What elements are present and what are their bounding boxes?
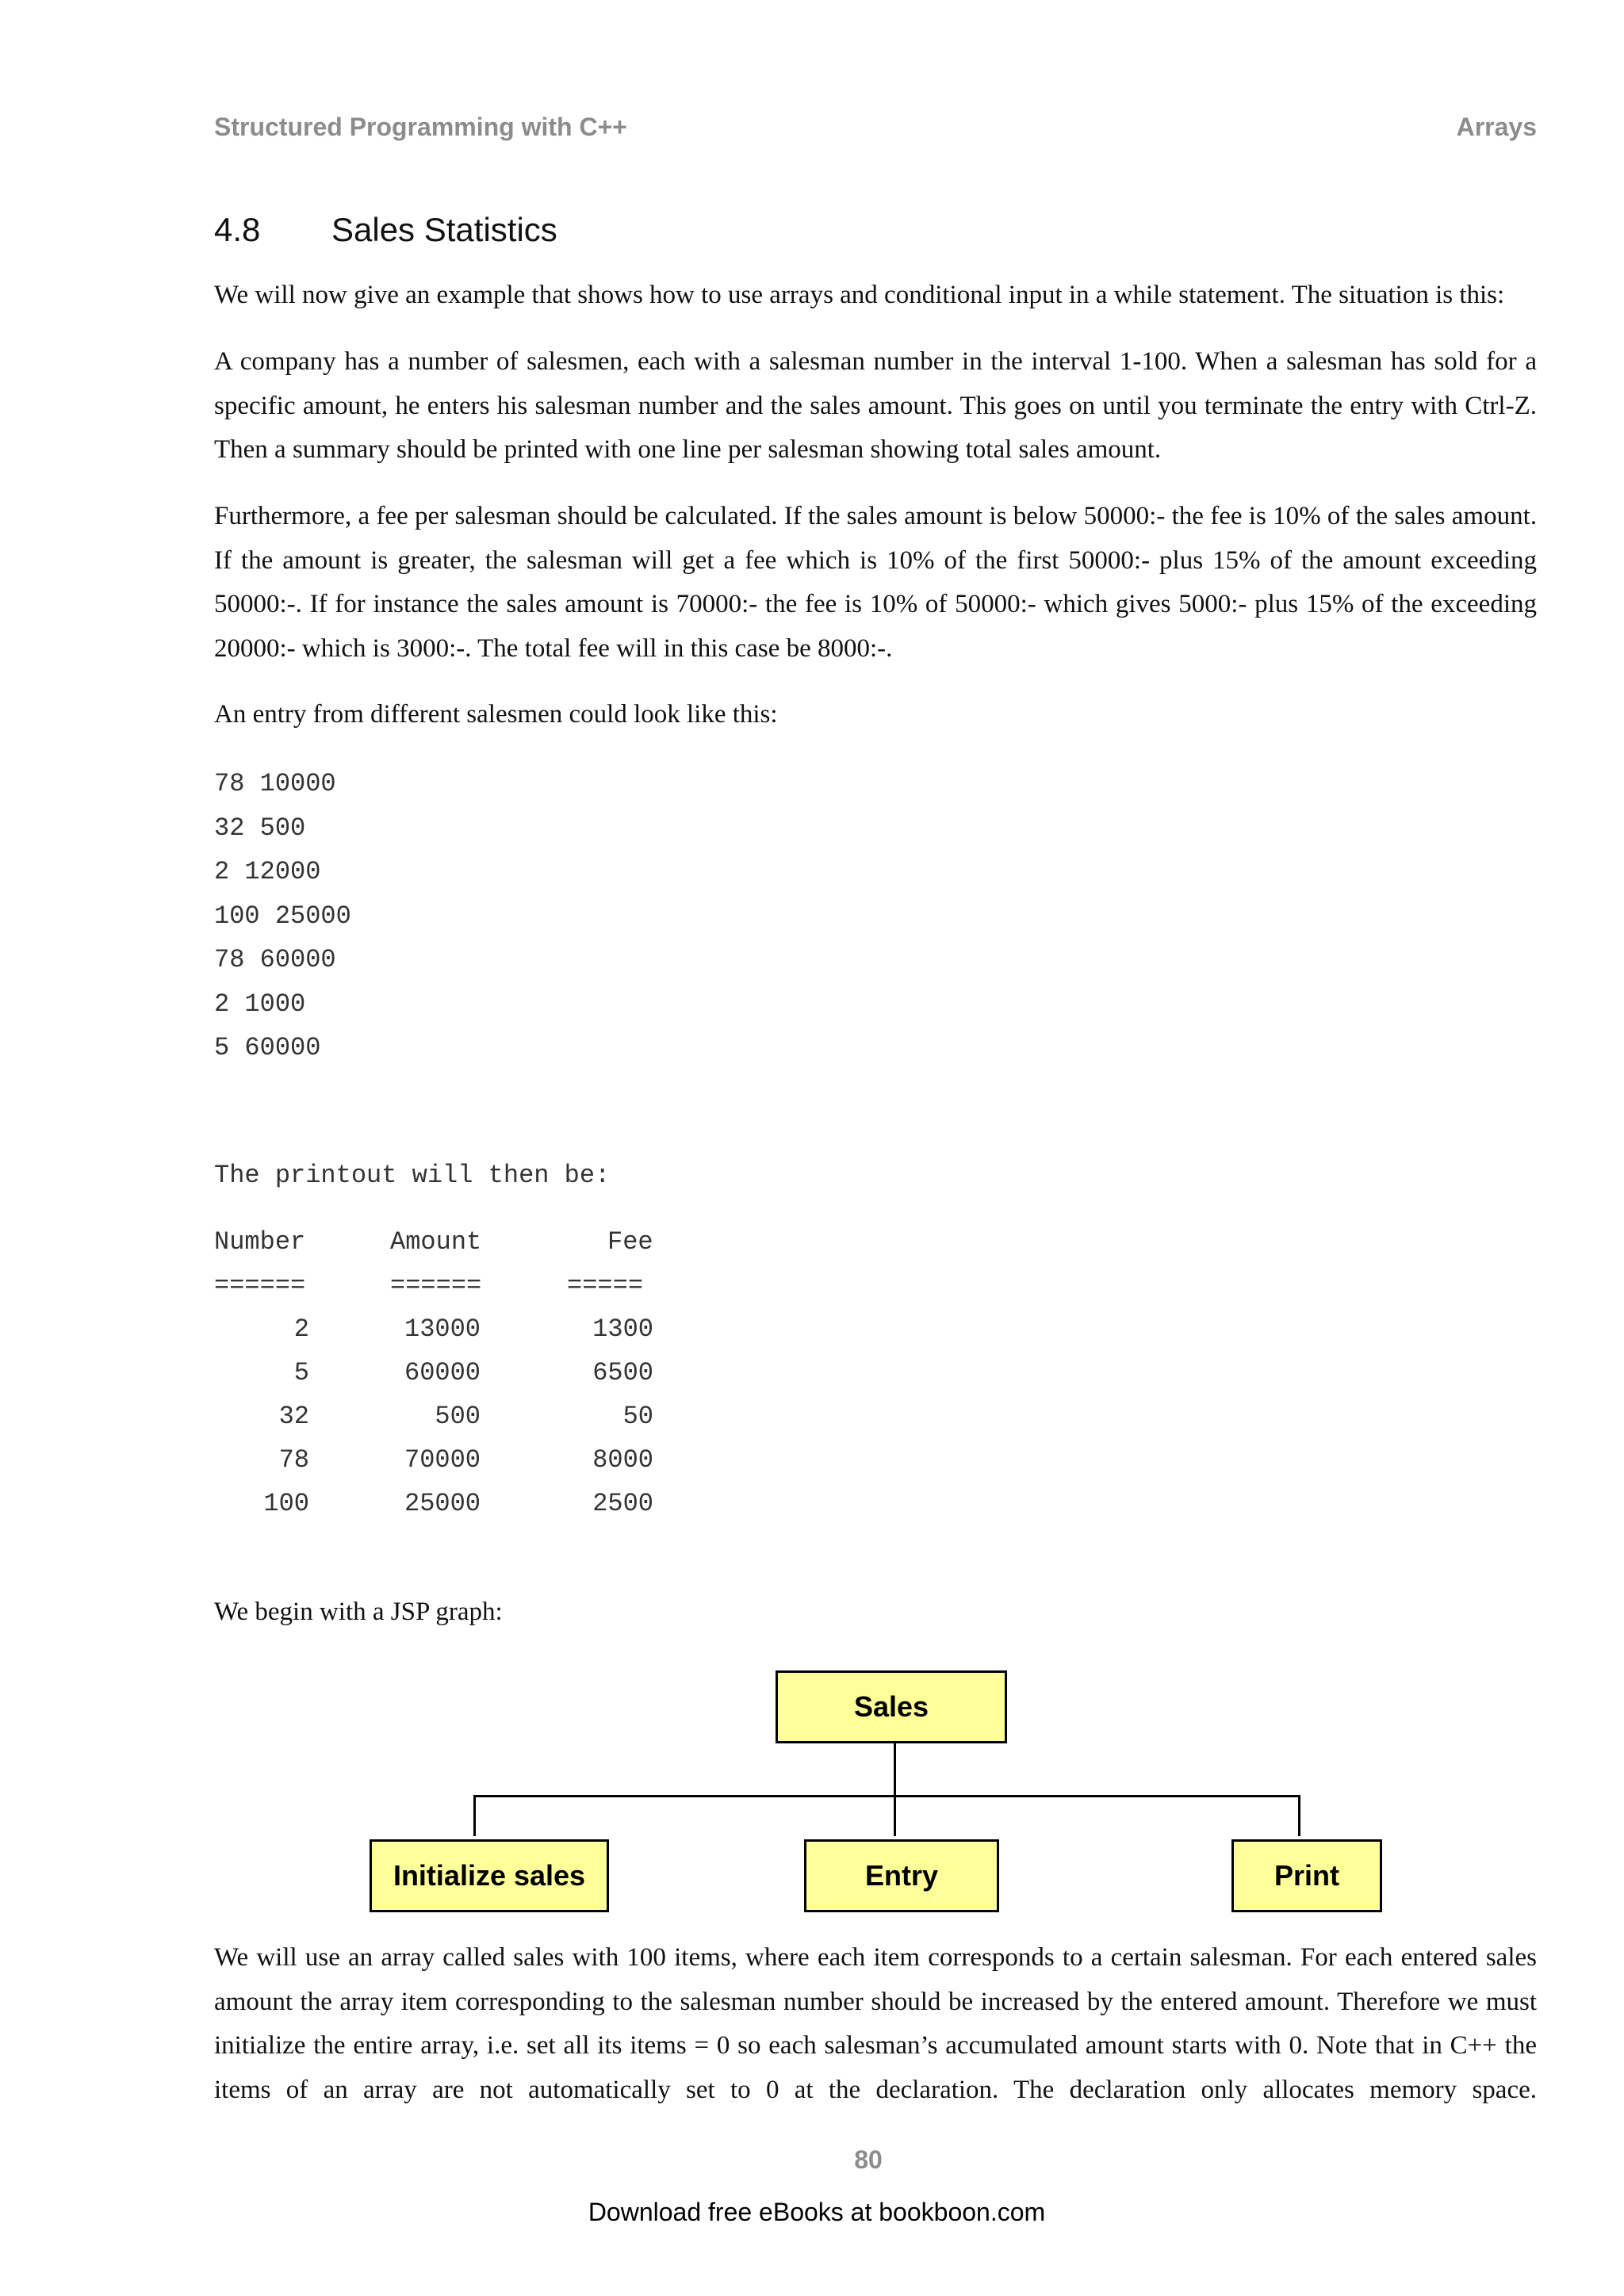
- jsp-child-box: Initialize sales: [370, 1839, 609, 1912]
- jsp-child-box: Print: [1231, 1839, 1382, 1912]
- table-separator-row: [214, 1271, 658, 1303]
- amount-cell: 25000: [404, 1489, 481, 1518]
- array-paragraph: We will use an array called sales with 100 items, where each item corresponds to a certain salesman. For each entered sales amount the array item corresponding to the salesman number should be increased by the entered amount. Therefore we must initialize the entire array, i.e. set all its items = 0 so each salesman’s accumulated amount starts with 0. Note that in C++ the items of an array are not automatically set to 0 at the declaration. The declaration only allocates memory space.: [214, 1943, 1537, 2104]
- entry-line: 2 1000: [214, 989, 306, 1019]
- entry-line: 2 12000: [214, 857, 321, 886]
- entry-intro-paragraph: An entry from different salesmen could look like this:: [214, 700, 778, 729]
- number-cell: 32: [278, 1402, 309, 1431]
- separator: ======: [214, 1271, 306, 1300]
- number-cell: 78: [278, 1445, 309, 1475]
- number-cell: 100: [263, 1489, 309, 1518]
- chapter-title: Arrays: [1456, 113, 1537, 141]
- column-header: Amount: [390, 1227, 482, 1257]
- connector-line: [473, 1795, 1300, 1797]
- intro-paragraph: We will now give an example that shows how to use arrays and conditional input in a while statement. The situation is this:: [214, 281, 1505, 309]
- number-cell: 5: [293, 1358, 309, 1387]
- section-number: 4.8: [214, 211, 261, 248]
- entry-listing: [214, 769, 690, 1086]
- entry-line: 5 60000: [214, 1033, 321, 1062]
- entry-line: 32 500: [214, 813, 306, 843]
- column-header: Number: [214, 1227, 306, 1257]
- jsp-root-box: Sales: [776, 1670, 1007, 1743]
- situation-paragraph: A company has a number of salesmen, each with a salesman number in the interval 1-100. When a salesman has sold for a specific amount, he enters his salesman number and the sales amount. This goes on until you terminate the entry with Ctrl-Z. Then a summary should be printed with one line per salesman showing total sales amount.: [214, 347, 1537, 464]
- table-row: [214, 1489, 658, 1521]
- amount-cell: 13000: [404, 1314, 481, 1344]
- book-title: Structured Programming with C++: [214, 113, 627, 141]
- column-header: Fee: [607, 1227, 653, 1257]
- amount-cell: 500: [435, 1402, 481, 1431]
- connector-line: [894, 1741, 896, 1836]
- separator: ======: [390, 1271, 482, 1300]
- fee-cell: 2500: [592, 1489, 653, 1518]
- fee-cell: 50: [622, 1402, 653, 1431]
- amount-cell: 70000: [404, 1445, 481, 1475]
- separator: =====: [567, 1271, 644, 1300]
- page-number: 80: [854, 2145, 883, 2174]
- table-row: [214, 1358, 658, 1390]
- entry-line: 78 10000: [214, 769, 336, 798]
- table-header-row: [214, 1227, 658, 1259]
- jsp-intro-paragraph: We begin with a JSP graph:: [214, 1598, 503, 1626]
- fee-cell: 1300: [592, 1314, 653, 1344]
- table-row: [214, 1402, 658, 1433]
- section-title: Sales Statistics: [331, 211, 557, 248]
- connector-line: [1298, 1795, 1300, 1836]
- footer-text: Download free eBooks at bookboon.com: [588, 2198, 1046, 2226]
- connector-line: [473, 1795, 476, 1836]
- running-header: [214, 113, 1537, 151]
- entry-line: 100 25000: [214, 901, 351, 931]
- jsp-child-box: Entry: [804, 1839, 999, 1912]
- entry-line: 78 60000: [214, 945, 336, 974]
- printout-intro: The printout will then be:: [214, 1161, 611, 1190]
- table-row: [214, 1445, 658, 1477]
- number-cell: 2: [293, 1314, 309, 1344]
- fee-cell: 8000: [592, 1445, 653, 1475]
- section-heading: [214, 211, 557, 249]
- table-row: [214, 1314, 658, 1346]
- amount-cell: 60000: [404, 1358, 481, 1387]
- fee-cell: 6500: [592, 1358, 653, 1387]
- fee-paragraph: Furthermore, a fee per salesman should be calculated. If the sales amount is below 50000:- the fee is 10% of the sales amount. If the amount is greater, the salesman will get a fee which is 10% of the first 50000:- plus 15% of the amount exceeding 50000:-. If for instance the sales amount is 70000:- the fee is 10% of 50000:- which gives 5000:- plus 15% of the exceeding 20000:- which is 3000:-. The total fee will in this case be 8000:-.: [214, 502, 1537, 663]
